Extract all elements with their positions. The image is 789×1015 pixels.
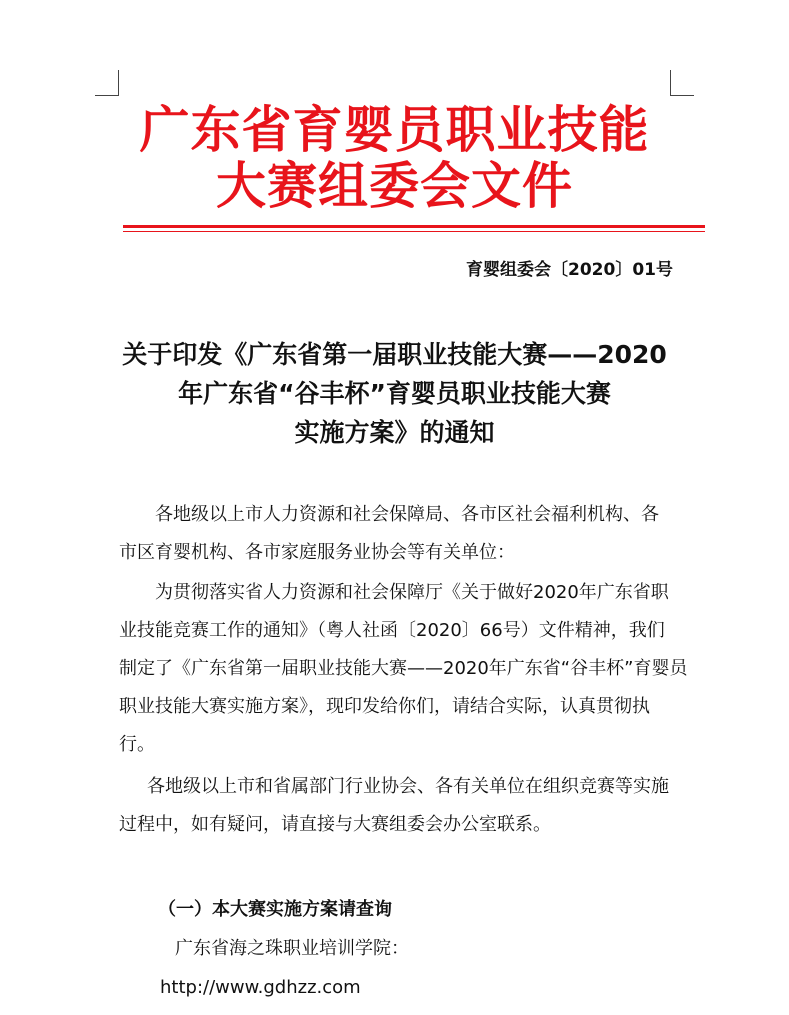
document-number: 育婴组委会〔2020〕01号 [466, 260, 673, 280]
org-name: 广东省海之珠职业培训学院： [175, 938, 409, 959]
header-banner-line2: 大赛组委会文件 [216, 157, 573, 215]
header-banner-line1: 广东省育婴员职业技能 [139, 101, 650, 159]
body-p1-line3: 制定了《广东省第一届职业技能大赛——2020年广东省“谷丰杯”育婴员 [119, 658, 688, 679]
addressee-line1: 各地级以上市人力资源和社会保障局、各市区社会福利机构、各 [155, 504, 659, 525]
notice-title-line3: 实施方案》的通知 [294, 418, 495, 447]
addressee-paragraph [119, 496, 679, 572]
notice-title-line1: 关于印发《广东省第一届职业技能大赛——2020 [122, 340, 667, 369]
body-p1-line2: 业技能竞赛工作的通知》（粤人社函〔2020〕66号）文件精神，我们 [119, 620, 665, 641]
addressee-line2: 市区育婴机构、各市家庭服务业协会等有关单位： [119, 542, 515, 563]
body-p2-line1: 各地级以上市和省属部门行业协会、各有关单位在组织竞赛等实施 [147, 776, 669, 797]
section-heading: （一）本大赛实施方案请查询 [158, 899, 392, 920]
body-p2-line2: 过程中，如有疑问，请直接与大赛组委会办公室联系。 [119, 814, 551, 835]
header-rule-thin [123, 231, 705, 232]
header-rule-thick [123, 225, 705, 228]
crop-mark-top-left [95, 70, 119, 96]
body-paragraph-1 [119, 574, 688, 764]
body-p1-line1: 为贯彻落实省人力资源和社会保障厅《关于做好2020年广东省职 [155, 582, 669, 603]
org-url-link[interactable]: http://www.gdhzz.com [160, 977, 361, 998]
notice-title-line2: 年广东省“谷丰杯”育婴员职业技能大赛 [178, 379, 611, 408]
body-p1-line4: 职业技能大赛实施方案》，现印发给你们，请结合实际，认真贯彻执 [119, 696, 650, 717]
body-paragraph-2 [119, 768, 679, 844]
body-p1-line5: 行。 [119, 734, 155, 755]
crop-mark-top-right [670, 70, 694, 96]
